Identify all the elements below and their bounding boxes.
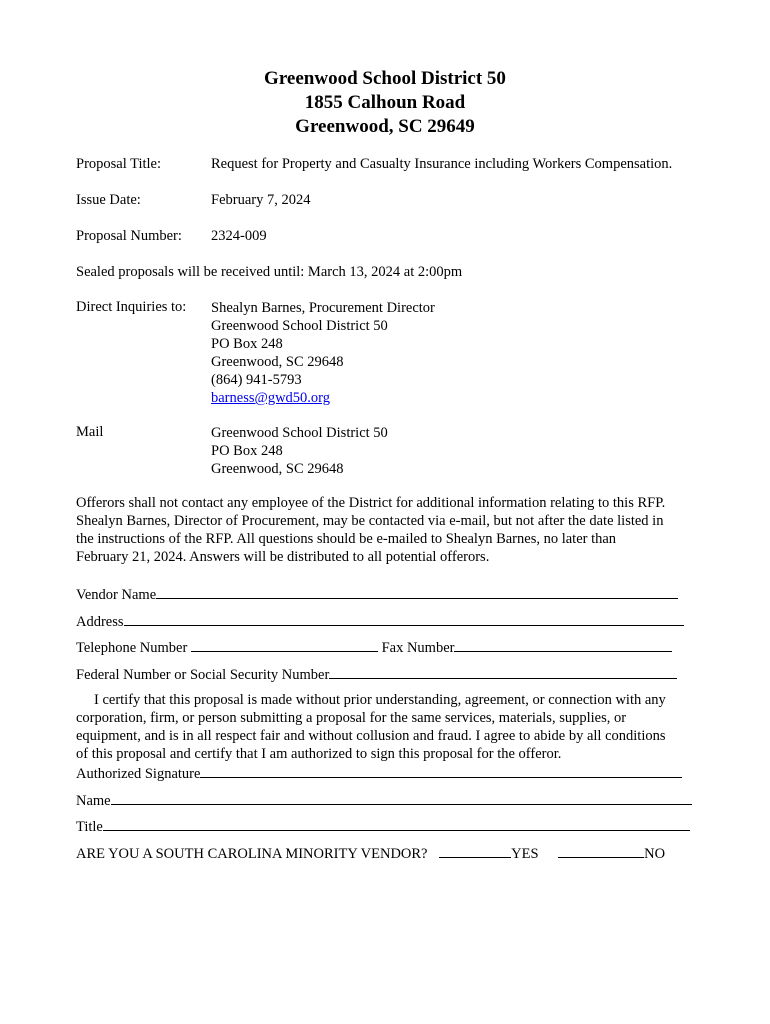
district-city-heading: Greenwood, SC 29649 <box>295 116 475 137</box>
minority-yes-label: YES <box>511 846 539 862</box>
district-name-heading: Greenwood School District 50 <box>264 68 506 89</box>
mail-line: Greenwood, SC 29648 <box>211 461 344 477</box>
vendor-name-field[interactable] <box>76 584 678 604</box>
proposal-title-value: Request for Property and Casualty Insurance including Workers Compensation. <box>211 156 673 172</box>
address-label: Address <box>76 614 124 630</box>
notice-line: the instructions of the RFP. All questions should be e-mailed to Shealyn Barnes, no later than <box>76 531 617 547</box>
certify-line: I certify that this proposal is made without prior understanding, agreement, or connection with any <box>94 692 666 708</box>
telephone-fax-field <box>76 637 672 657</box>
notice-line: Shealyn Barnes, Director of Procurement, may be contacted via e-mail, but not after the date listed in <box>76 513 664 529</box>
certification-paragraph <box>76 691 701 763</box>
telephone-label: Telephone Number <box>76 640 188 656</box>
fax-label: Fax Number <box>381 640 455 656</box>
certify-line: of this proposal and certify that I am authorized to sign this proposal for the offeror. <box>76 746 562 762</box>
minority-yes-line[interactable] <box>439 843 511 858</box>
notice-line: Offerors shall not contact any employee of the District for additional information relating to this RFP. <box>76 495 666 511</box>
minority-question: ARE YOU A SOUTH CAROLINA MINORITY VENDOR? <box>76 846 428 862</box>
district-street-heading: 1855 Calhoun Road <box>304 92 466 113</box>
signature-label: Authorized Signature <box>76 766 201 782</box>
federal-number-field[interactable] <box>76 664 677 684</box>
inquiries-line: (864) 941-5793 <box>211 372 302 388</box>
title-field[interactable] <box>76 816 690 836</box>
inquiries-line: PO Box 248 <box>211 336 283 352</box>
vendor-name-line[interactable] <box>156 584 678 599</box>
vendor-name-label: Vendor Name <box>76 587 157 603</box>
name-line[interactable] <box>111 790 692 805</box>
email-link[interactable]: barness@gwd50.org <box>211 390 331 406</box>
name-label: Name <box>76 793 111 809</box>
minority-no-label: NO <box>644 846 666 862</box>
sealed-proposals-deadline: Sealed proposals will be received until: March 13, 2024 at 2:00pm <box>76 264 463 280</box>
federal-number-line[interactable] <box>329 664 677 679</box>
title-line[interactable] <box>103 816 690 831</box>
inquiries-line: Shealyn Barnes, Procurement Director <box>211 300 435 316</box>
fax-line[interactable] <box>454 637 672 652</box>
inquiries-contact-block <box>211 299 435 407</box>
telephone-line[interactable] <box>191 637 378 652</box>
proposal-title-label: Proposal Title: <box>76 156 162 172</box>
minority-no-line[interactable] <box>558 843 644 858</box>
issue-date-label: Issue Date: <box>76 192 141 208</box>
mail-address-block <box>211 424 388 478</box>
inquiries-line: Greenwood School District 50 <box>211 318 388 334</box>
contact-notice-paragraph <box>76 494 701 566</box>
certify-line: corporation, firm, or person submitting a proposal for the same services, materials, supplies, or <box>76 710 627 726</box>
name-field[interactable] <box>76 790 692 810</box>
address-line[interactable] <box>124 611 684 626</box>
proposal-number-label: Proposal Number: <box>76 228 182 244</box>
signature-line[interactable] <box>200 763 682 778</box>
authorized-signature-field[interactable] <box>76 763 682 783</box>
address-field[interactable] <box>76 611 684 631</box>
inquiries-label: Direct Inquiries to: <box>76 299 187 315</box>
mail-label: Mail <box>76 424 104 440</box>
minority-vendor-field <box>76 843 665 863</box>
mail-line: Greenwood School District 50 <box>211 425 388 441</box>
mail-line: PO Box 248 <box>211 443 283 459</box>
federal-number-label: Federal Number or Social Security Number <box>76 667 330 683</box>
proposal-number-value: 2324-009 <box>211 228 267 244</box>
issue-date-value: February 7, 2024 <box>211 192 311 208</box>
notice-line: February 21, 2024. Answers will be distributed to all potential offerors. <box>76 549 490 565</box>
inquiries-line: Greenwood, SC 29648 <box>211 354 344 370</box>
certify-line: equipment, and is in all respect fair and without collusion and fraud. I agree to abide by all conditions <box>76 728 666 744</box>
title-label: Title <box>76 819 103 835</box>
